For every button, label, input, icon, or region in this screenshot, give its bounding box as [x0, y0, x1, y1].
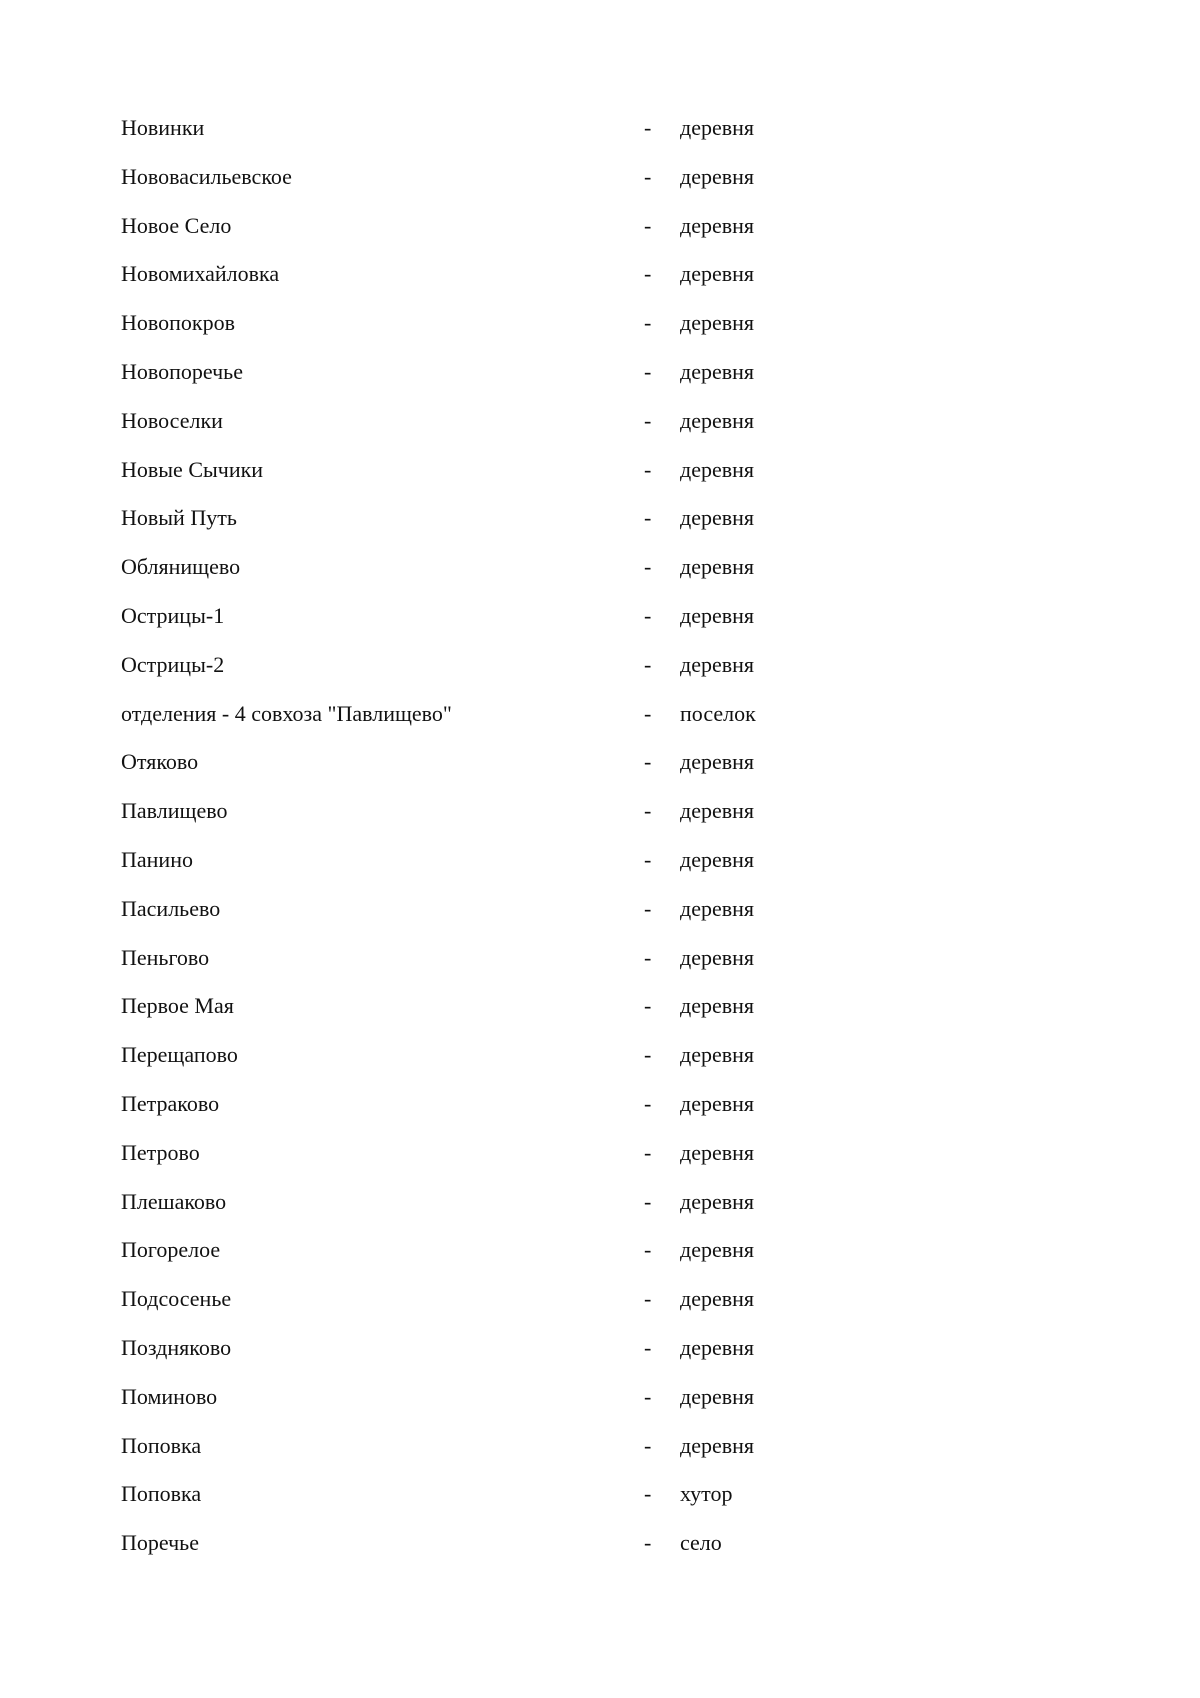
- list-item: [121, 1279, 921, 1328]
- separator-dash: -: [644, 261, 652, 287]
- settlement-type: деревня: [680, 1383, 755, 1409]
- list-item: [121, 157, 921, 206]
- separator-dash: -: [644, 1383, 652, 1409]
- list-item: [121, 1377, 921, 1426]
- separator-dash: -: [644, 505, 652, 531]
- settlement-name: Погорелое: [121, 1237, 221, 1263]
- settlement-type: деревня: [680, 310, 755, 336]
- settlement-type: деревня: [680, 1286, 755, 1312]
- settlement-name: Поречье: [121, 1530, 199, 1556]
- separator-dash: -: [644, 1432, 652, 1458]
- settlement-name: Петрово: [121, 1139, 200, 1165]
- list-item: [121, 1328, 921, 1377]
- settlement-name: Новоселки: [121, 407, 223, 433]
- settlement-type: деревня: [680, 456, 755, 482]
- list-item: [121, 1474, 921, 1523]
- separator-dash: -: [644, 993, 652, 1019]
- separator-dash: -: [644, 1481, 652, 1507]
- settlement-type: деревня: [680, 1139, 755, 1165]
- settlement-name: Павлищево: [121, 798, 228, 824]
- settlement-type: село: [680, 1530, 722, 1556]
- settlement-name: Новое Село: [121, 212, 232, 238]
- list-item: [121, 1426, 921, 1475]
- list-item: [121, 645, 921, 694]
- settlement-name: Подсосенье: [121, 1286, 232, 1312]
- list-item: [121, 1182, 921, 1231]
- settlement-name: Поздняково: [121, 1334, 232, 1360]
- settlement-type: деревня: [680, 1334, 755, 1360]
- separator-dash: -: [644, 749, 652, 775]
- separator-dash: -: [644, 163, 652, 189]
- separator-dash: -: [644, 1237, 652, 1263]
- settlement-name: Новый Путь: [121, 505, 237, 531]
- settlement-type: хутор: [680, 1481, 733, 1507]
- settlement-type: деревня: [680, 749, 755, 775]
- separator-dash: -: [644, 407, 652, 433]
- settlement-name: Новомихайловка: [121, 261, 280, 287]
- settlement-type: деревня: [680, 505, 755, 531]
- list-item: [121, 840, 921, 889]
- settlement-name: Поповка: [121, 1481, 202, 1507]
- settlement-type: поселок: [680, 700, 756, 726]
- settlement-name: Новопокров: [121, 310, 235, 336]
- list-item: [121, 791, 921, 840]
- list-item: [121, 1084, 921, 1133]
- list-item: [121, 1035, 921, 1084]
- list-item: [121, 1230, 921, 1279]
- settlement-name: Острицы-1: [121, 602, 225, 628]
- separator-dash: -: [644, 1042, 652, 1068]
- separator-dash: -: [644, 1334, 652, 1360]
- settlement-name: Новинки: [121, 115, 205, 140]
- settlement-name: Новопоречье: [121, 358, 243, 384]
- settlement-type: деревня: [680, 358, 755, 384]
- settlement-name: Отяково: [121, 749, 199, 775]
- separator-dash: -: [644, 310, 652, 336]
- settlement-type: деревня: [680, 798, 755, 824]
- separator-dash: -: [644, 212, 652, 238]
- settlement-name: Поповка: [121, 1432, 202, 1458]
- settlement-name: Панино: [121, 846, 193, 872]
- settlement-list: [121, 108, 921, 1572]
- settlement-type: деревня: [680, 554, 755, 580]
- settlement-type: деревня: [680, 1237, 755, 1263]
- separator-dash: -: [644, 115, 652, 140]
- separator-dash: -: [644, 1139, 652, 1165]
- settlement-type: деревня: [680, 163, 755, 189]
- settlement-type: деревня: [680, 846, 755, 872]
- settlement-type: деревня: [680, 602, 755, 628]
- settlement-type: деревня: [680, 1042, 755, 1068]
- separator-dash: -: [644, 700, 652, 726]
- settlement-name: Пеньгово: [121, 944, 210, 970]
- settlement-name: Петраково: [121, 1090, 220, 1116]
- settlement-name: Поминово: [121, 1383, 218, 1409]
- list-item: [121, 401, 921, 450]
- list-item: [121, 206, 921, 255]
- settlement-name: Облянищево: [121, 554, 241, 580]
- separator-dash: -: [644, 846, 652, 872]
- separator-dash: -: [644, 554, 652, 580]
- settlement-type: деревня: [680, 993, 755, 1019]
- separator-dash: -: [644, 456, 652, 482]
- separator-dash: -: [644, 944, 652, 970]
- settlement-name: Пасильево: [121, 895, 221, 921]
- list-item: [121, 694, 921, 743]
- list-item: [121, 1523, 921, 1572]
- separator-dash: -: [644, 1530, 652, 1556]
- list-item: [121, 596, 921, 645]
- list-item: [121, 986, 921, 1035]
- list-item: [121, 1133, 921, 1182]
- list-item: [121, 938, 921, 987]
- list-item: [121, 254, 921, 303]
- list-item: [121, 742, 921, 791]
- settlement-name: Первое Мая: [121, 993, 234, 1019]
- settlement-name: отделения - 4 совхоза "Павлищево": [121, 700, 452, 726]
- settlement-type: деревня: [680, 895, 755, 921]
- separator-dash: -: [644, 798, 652, 824]
- settlement-name: Новые Сычики: [121, 456, 264, 482]
- list-item: [121, 450, 921, 499]
- list-item: [121, 108, 921, 157]
- separator-dash: -: [644, 1188, 652, 1214]
- separator-dash: -: [644, 651, 652, 677]
- settlement-name: Острицы-2: [121, 651, 225, 677]
- separator-dash: -: [644, 358, 652, 384]
- settlement-type: деревня: [680, 1090, 755, 1116]
- list-item: [121, 303, 921, 352]
- settlement-name: Перещапово: [121, 1042, 238, 1068]
- list-item: [121, 547, 921, 596]
- separator-dash: -: [644, 1286, 652, 1312]
- settlement-type: деревня: [680, 651, 755, 677]
- settlement-type: деревня: [680, 115, 755, 140]
- settlement-type: деревня: [680, 212, 755, 238]
- settlement-type: деревня: [680, 1432, 755, 1458]
- separator-dash: -: [644, 895, 652, 921]
- settlement-name: Плешаково: [121, 1188, 227, 1214]
- settlement-type: деревня: [680, 261, 755, 287]
- separator-dash: -: [644, 1090, 652, 1116]
- separator-dash: -: [644, 602, 652, 628]
- settlement-type: деревня: [680, 407, 755, 433]
- list-item: [121, 889, 921, 938]
- settlement-type: деревня: [680, 1188, 755, 1214]
- settlement-type: деревня: [680, 944, 755, 970]
- settlement-name: Нововасильевское: [121, 163, 292, 189]
- list-item: [121, 352, 921, 401]
- list-item: [121, 498, 921, 547]
